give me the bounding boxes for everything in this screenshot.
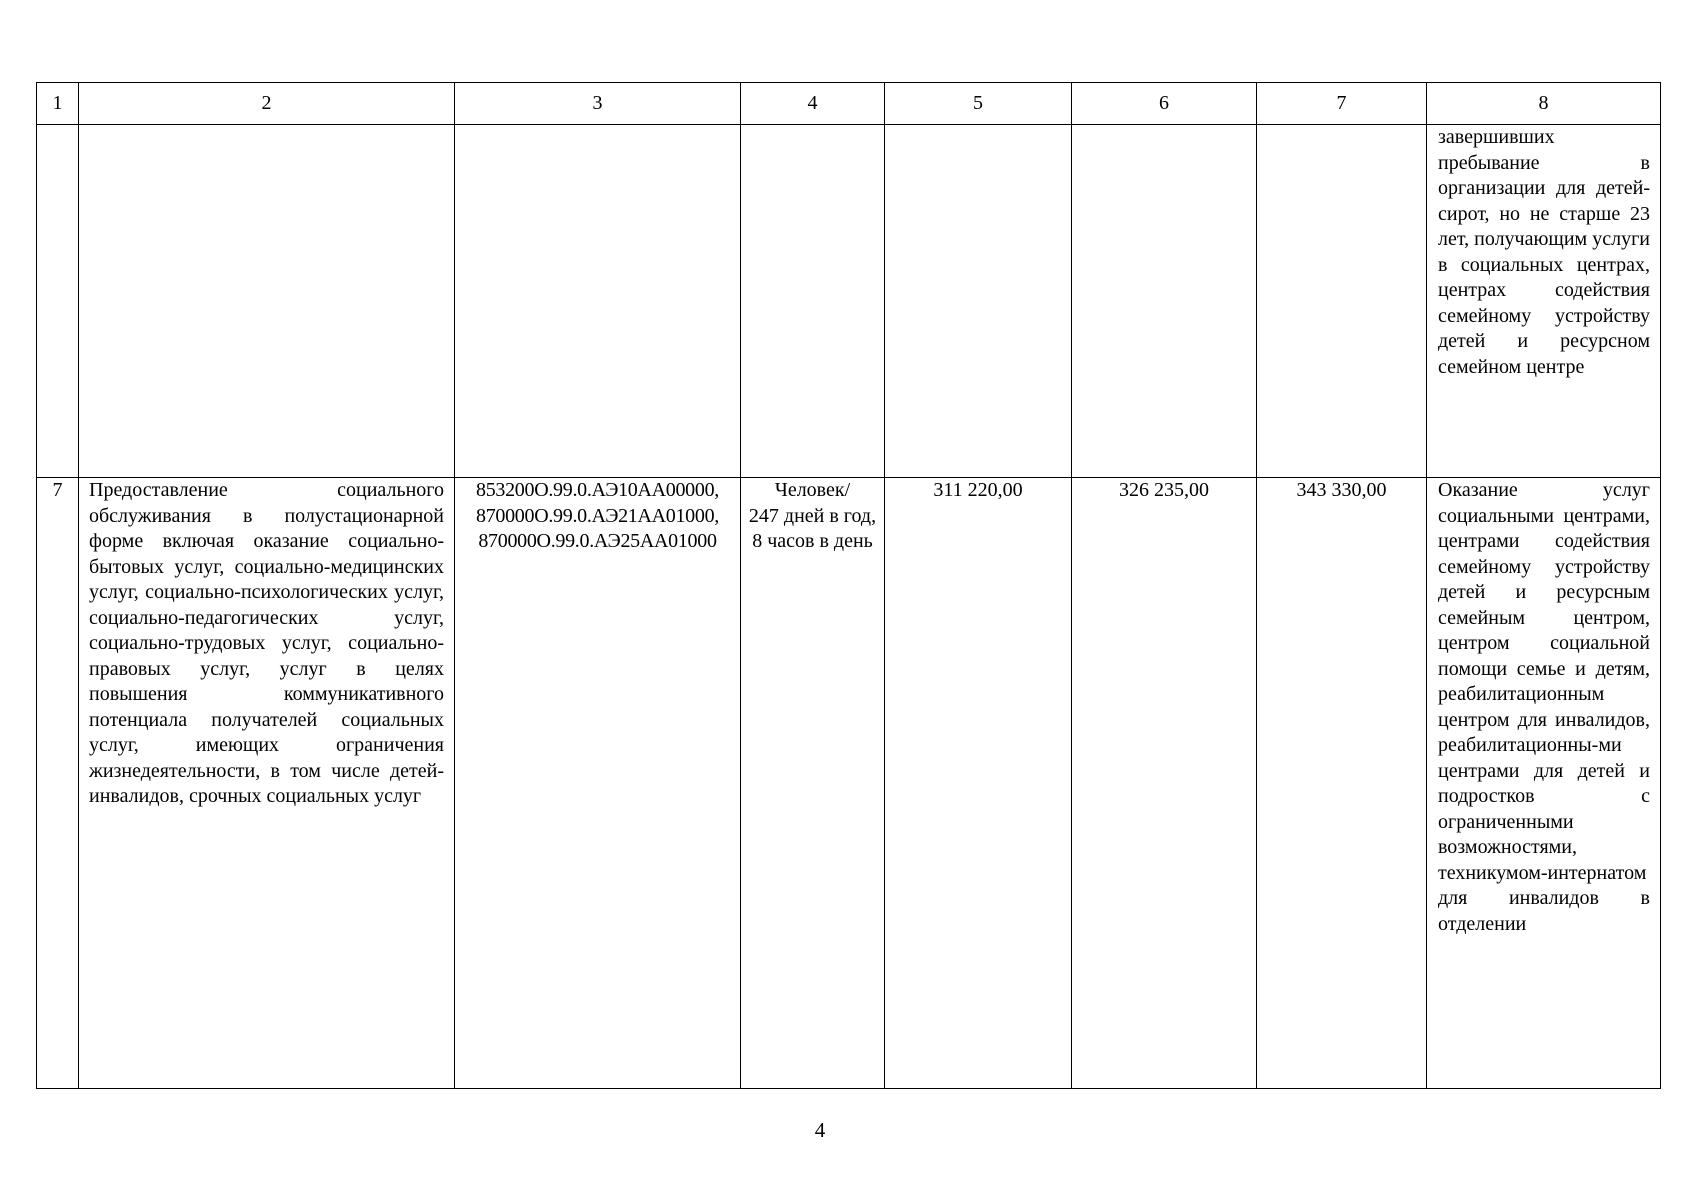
- unit-line-1: Человек/: [774, 479, 851, 501]
- service-description: Предоставление социального обслуживания в полустационарной форме включая оказание социально-бытовых услуг, социально-медицинских услуг, социально-психологических услуг, социально-педагогических услуг, социально-трудовых услуг, социально-правовых услуг, услуг в целях повышения коммуникативного потенциала получателей социальных услуг, имеющих ограничения жизнедеятельности, в том числе детей-инвалидов, срочных социальных услуг: [79, 478, 455, 1089]
- continuation-cell-5: [885, 125, 1072, 478]
- value-col-5: 311 220,00: [885, 478, 1072, 1089]
- continuation-cell-2: [79, 125, 455, 478]
- unit-line-2: 247 дней в год,: [748, 504, 877, 527]
- continuation-cell-4: [741, 125, 885, 478]
- service-code-2: 870000О.99.0.АЭ21АА01000,: [476, 504, 719, 527]
- header-col-8: 8: [1427, 83, 1661, 125]
- unit-cell: [741, 478, 885, 1089]
- header-col-7: 7: [1257, 83, 1427, 125]
- table-row-7: [37, 478, 1661, 1089]
- continuation-cell-6: [1072, 125, 1257, 478]
- header-col-4: 4: [741, 83, 885, 125]
- header-col-1: 1: [37, 83, 79, 125]
- value-col-7: 343 330,00: [1257, 478, 1427, 1089]
- service-code-3: 870000О.99.0.АЭ25АА01000: [478, 530, 717, 552]
- header-col-3: 3: [455, 83, 741, 125]
- continuation-row: [37, 125, 1661, 478]
- header-row: [37, 83, 1661, 125]
- header-col-2: 2: [79, 83, 455, 125]
- provider-description: Оказание услуг социальными центрами, центрами содействия семейному устройству детей и ресурсным семейным центром, центром социальной помощи семье и детям, реабилитационным центром для инвалидов, реабилитационны-ми центрами для детей и подростков с ограниченными возможностями, техникумом-интернатом для инвалидов в отделении: [1427, 478, 1661, 1089]
- service-codes: [455, 478, 741, 1089]
- row-number: 7: [37, 478, 79, 1089]
- header-col-6: 6: [1072, 83, 1257, 125]
- page-number: 4: [814, 1118, 826, 1142]
- continuation-cell-8: завершивших пребывание в организации для детей-сирот, но не старше 23 лет, получающим услуги в социальных центрах, центрах содействия семейному устройству детей и ресурсном семейном центре: [1427, 125, 1661, 478]
- unit-line-3: 8 часов в день: [752, 530, 873, 552]
- service-code-1: 853200О.99.0.АЭ10АА00000,: [476, 479, 719, 501]
- continuation-cell-1: [37, 125, 79, 478]
- services-table: [36, 82, 1661, 1089]
- value-col-6: 326 235,00: [1072, 478, 1257, 1089]
- continuation-cell-7: [1257, 125, 1427, 478]
- continuation-cell-3: [455, 125, 741, 478]
- header-col-5: 5: [885, 83, 1072, 125]
